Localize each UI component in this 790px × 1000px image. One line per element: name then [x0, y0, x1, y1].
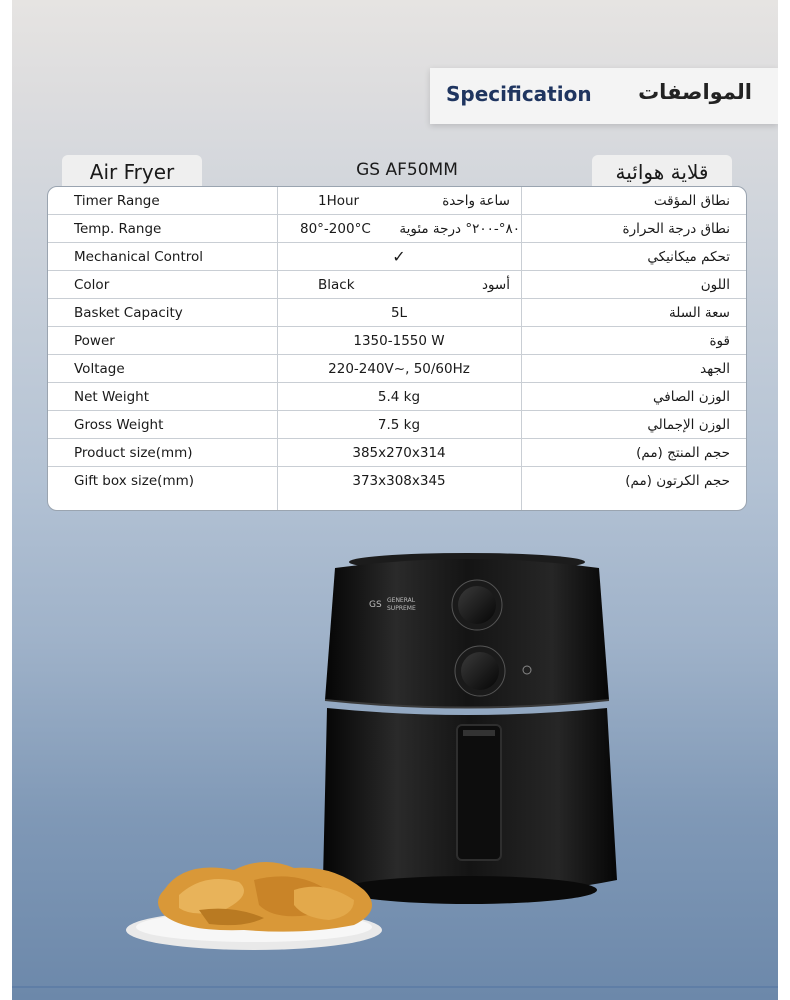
svg-text:GENERAL: GENERAL — [387, 597, 416, 604]
row-label-ar: نطاق المؤقت — [653, 193, 730, 209]
row-value: 1350-1550 W — [353, 333, 445, 349]
product-name-en-tab: Air Fryer — [62, 155, 202, 189]
check-icon: ✓ — [392, 247, 406, 266]
row-value: 5L — [390, 305, 408, 321]
row-label-ar: حجم المنتج (مم) — [636, 445, 730, 461]
table-row-power — [48, 327, 746, 355]
svg-text:SUPREME: SUPREME — [387, 605, 416, 612]
table-row-capacity — [48, 299, 746, 327]
spec-title-en: Specification — [446, 82, 592, 106]
row-label-ar: قوة — [709, 333, 730, 349]
row-label-en: Temp. Range — [74, 221, 162, 237]
row-value-ar: ٨٠°-٢٠٠° درجة مئوية — [399, 221, 520, 237]
table-row-color — [48, 271, 746, 299]
row-label-en: Color — [74, 277, 110, 293]
table-row-gross-weight — [48, 411, 746, 439]
spec-title-ar: المواصفات — [638, 80, 752, 104]
table-row-temp — [48, 215, 746, 243]
row-label-en: Timer Range — [74, 193, 160, 209]
row-label-ar: نطاق درجة الحرارة — [622, 221, 730, 237]
row-value-en: 1Hour — [318, 193, 360, 209]
table-row-voltage — [48, 355, 746, 383]
row-label-ar: الجهد — [700, 361, 730, 377]
footer-divider — [12, 986, 778, 988]
row-label-en: Mechanical Control — [74, 249, 204, 265]
row-label-en: Voltage — [74, 361, 125, 377]
row-value-en: 80°-200°C — [300, 221, 371, 237]
row-label-en: Basket Capacity — [74, 305, 183, 321]
row-label-ar: سعة السلة — [669, 305, 730, 321]
spec-table — [47, 186, 747, 511]
table-row-product-size — [48, 439, 746, 467]
specification-header — [430, 68, 778, 124]
row-value: 385x270x314 — [352, 445, 446, 461]
table-row-net-weight — [48, 383, 746, 411]
row-value: 7.5 kg — [377, 417, 421, 433]
row-label-ar: الوزن الصافي — [653, 389, 730, 405]
row-value: 373x308x345 — [352, 473, 446, 489]
fried-chicken-plate-image — [124, 850, 404, 960]
table-row-timer — [48, 187, 746, 215]
svg-text:GS: GS — [369, 600, 382, 610]
row-label-ar: تحكم ميكانيكي — [647, 249, 730, 265]
row-value: 220-240V~, 50/60Hz — [328, 361, 470, 377]
row-label-en: Power — [74, 333, 115, 349]
row-label-en: Gross Weight — [74, 417, 164, 433]
row-label-en: Product size(mm) — [74, 445, 193, 461]
row-value: 5.4 kg — [377, 389, 421, 405]
product-name-ar-tab: قلاية هوائية — [592, 155, 732, 189]
row-label-ar: اللون — [700, 277, 730, 293]
spec-poster — [12, 0, 778, 1000]
model-number: GS AF50MM — [356, 160, 458, 180]
row-label-ar: حجم الكرتون (مم) — [625, 473, 730, 489]
row-label-ar: الوزن الإجمالي — [647, 417, 730, 433]
row-value-ar: ساعة واحدة — [442, 193, 510, 209]
row-label-en: Gift box size(mm) — [74, 473, 195, 489]
row-label-en: Net Weight — [74, 389, 150, 405]
table-row-box-size — [48, 467, 746, 495]
table-row-mechanical — [48, 243, 746, 271]
row-value-en: Black — [318, 277, 355, 293]
row-value-ar: أسود — [481, 277, 510, 293]
